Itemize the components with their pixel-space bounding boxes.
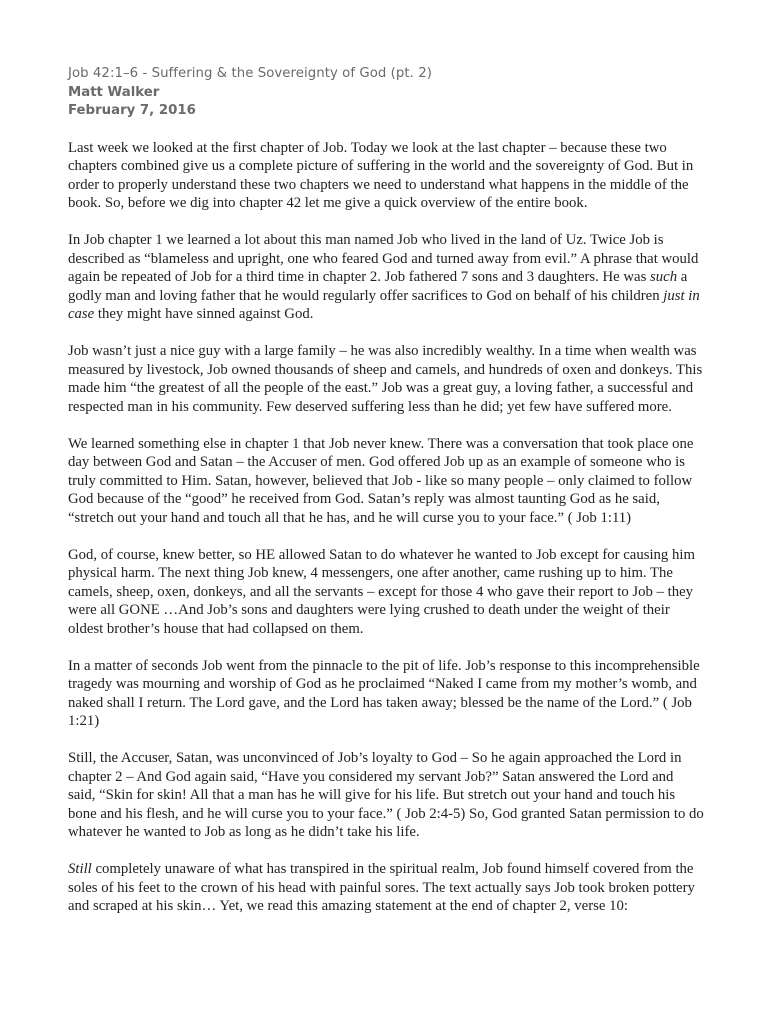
paragraph-3: Job wasn’t just a nice guy with a large family – he was also incredibly wealthy. In a time when wealth was measured by livestock, Job owned thousands of sheep and camels, and hundreds of oxen and donkeys. This made him “the greatest of all the people of the east.” Job was a great guy, a loving father, a successful and respected man in his community. Few deserved suffering less than he did; yet few have suffered more.: [68, 343, 703, 415]
paragraph-7: Still, the Accuser, Satan, was unconvinced of Job’s loyalty to God – So he again approached the Lord in chapter 2 – And God again said, “Have you considered my servant Job?” Satan answered the Lord and said, “Skin for skin! All that a man has he will give for his life. But stretch out your hand and touch his bone and his flesh, and he will curse you to your face.” ( Job 2:4-5) So, God granted Satan permission to do whatever he wanted to Job as long as he didn’t take his life.: [68, 750, 704, 840]
paragraph-6: In a matter of seconds Job went from the pinnacle to the pit of life. Job’s response to this incomprehensible tragedy was mourning and worship of God as he proclaimed “Naked I came from my mother’s womb, and naked shall I return. The Lord gave, and the Lord has taken away; blessed be the name of the Lord.” ( Job 1:21): [68, 657, 700, 729]
paragraph-5: God, of course, knew better, so HE allowed Satan to do whatever he wanted to Job except for causing him physical harm. The next thing Job knew, 4 messengers, one after another, came rushing up to him. The camels, sheep, oxen, donkeys, and all the servants – except for those 4 who gave their report to Job – they were all GONE …And Job’s sons and daughters were lying crushed to death under the weight of their oldest brother’s house that had collapsed on them.: [68, 546, 695, 637]
sermon-title: Job 42:1–6 - Suffering & the Sovereignty of God (pt. 2): [68, 66, 432, 81]
emphasis-text: Still: [68, 861, 92, 877]
emphasis-text: such: [650, 269, 678, 285]
emphasis-text: just in case: [68, 287, 700, 322]
paragraph-4: We learned something else in chapter 1 that Job never knew. There was a conversation that took place one day between God and Satan – the Accuser of men. God offered Job up as an example of someone who is truly committed to Him. Satan, however, believed that Job - like so many people – only claimed to follow God because of the “good” he received from God. Satan’s reply was almost taunting God as he said, “stretch out your hand and touch all that he has, and he will curse you to your face.” ( Job 1:11): [68, 435, 694, 526]
paragraph-8: Still completely unaware of what has transpired in the spiritual realm, Job found himself covered from the soles of his feet to the crown of his head with painful sores. The text actually says Job took broken pottery and scraped at his skin… Yet, we read this amazing statement at the end of chapter 2, verse 10:: [68, 861, 695, 914]
paragraph-2: In Job chapter 1 we learned a lot about this man named Job who lived in the land of Uz. Twice Job is described as “blameless and upright, one who feared God and turned away from evil.” A phrase that would again be repeated of Job for a third time in chapter 2. Job fathered 7 sons and 3 daughters. He was such a godly man and loving father that he would regularly offer sacrifices to God on behalf of his children just in case they might have sinned against God.: [68, 232, 700, 322]
sermon-date: February 7, 2016: [68, 103, 196, 118]
sermon-body: [68, 139, 704, 916]
document-page: [68, 65, 704, 934]
paragraph-1: Last week we looked at the first chapter of Job. Today we look at the last chapter – because these two chapters combined give us a complete picture of suffering in the world and the sovereignty of God. But in order to properly understand these two chapters we need to understand what happens in the middle of the book. So, before we dig into chapter 42 let me give a quick overview of the entire book.: [68, 139, 694, 211]
document-header: [68, 65, 704, 121]
sermon-author: Matt Walker: [68, 84, 160, 100]
